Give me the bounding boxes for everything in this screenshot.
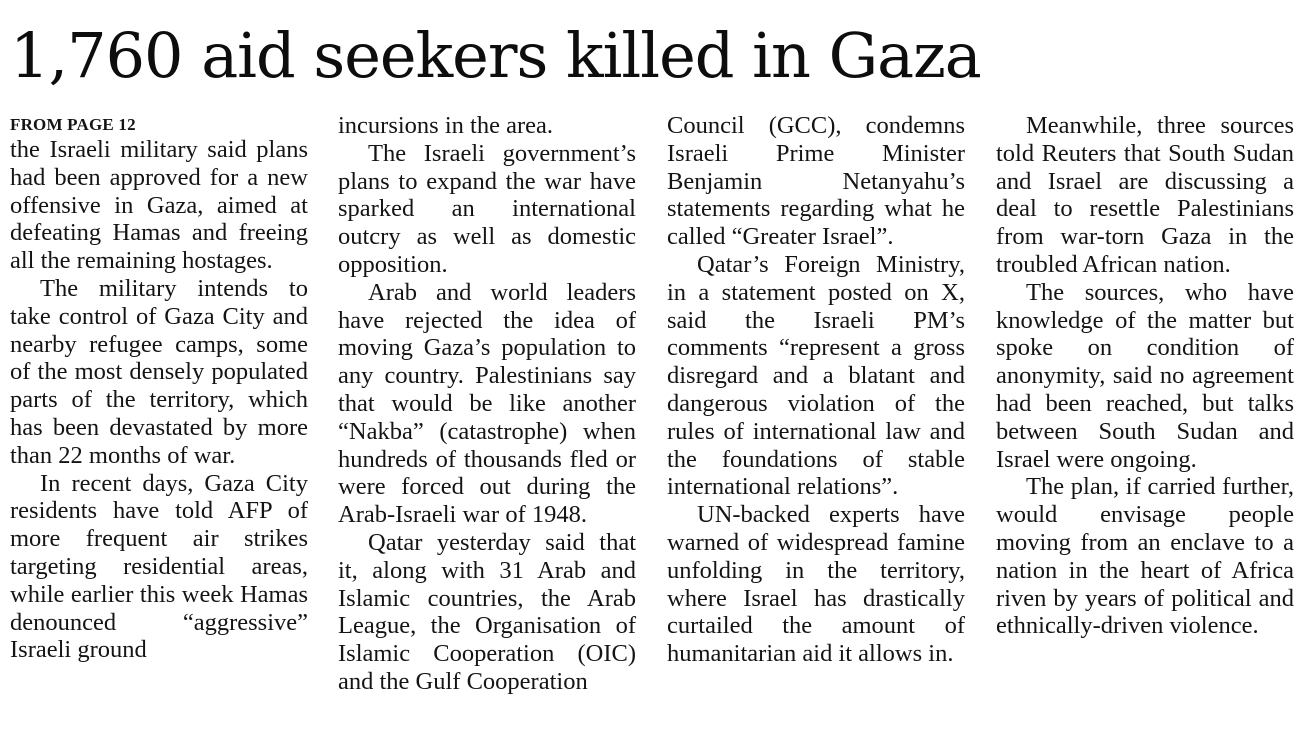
paragraph: The military intends to take control of Gaza City and nearby refugee camps, some of the most densely populated parts of the territory, which has been devastated by more than 22 months of war. <box>10 274 308 469</box>
paragraph: Qatar yesterday said that it, along with 31 Arab and Islamic countries, the Arab League, the Organisation of Islamic Cooperation (OIC) and the Gulf Cooperation <box>338 528 636 695</box>
paragraph: incursions in the area. <box>338 112 553 139</box>
paragraph: Qatar’s Foreign Ministry, in a statement posted on X, said the Israeli PM’s comments “represent a gross disregard and a blatant and dangerous violation of the rules of international law and the foundations of stable international relations”. <box>667 250 965 501</box>
article-body <box>10 112 1296 732</box>
paragraph: The plan, if carried further, would envisage people moving from an enclave to a nation in the heart of Africa riven by years of political and ethnically-driven violence. <box>996 473 1294 640</box>
headline: 1,760 aid seekers killed in Gaza <box>10 19 981 92</box>
paragraph: In recent days, Gaza City residents have told AFP of more frequent air strikes targeting residential areas, while earlier this week Hamas denounced “aggressive” Israeli ground <box>10 469 308 664</box>
paragraph: Meanwhile, three sources told Reuters that South Sudan and Israel are discussing a deal to resettle Palestinians from war-torn Gaza in the troubled African nation. <box>996 112 1294 278</box>
jump-line: FROM PAGE 12 <box>10 115 136 134</box>
paragraph: Council (GCC), condemns Israeli Prime Minister Benjamin Netanyahu’s statements regarding what he called “Greater Israel”. <box>667 112 965 251</box>
paragraph: The sources, who have knowledge of the matter but spoke on condition of anonymity, said no agreement had been reached, but talks between South Sudan and Israel were ongoing. <box>996 278 1294 473</box>
article-column-2 <box>338 112 636 696</box>
paragraph: Arab and world leaders have rejected the idea of moving Gaza’s population to any country. Palestinians say that would be like another “Nakba” (catastrophe) when hundreds of thousands fled or were forced out during the Arab-Israeli war of 1948. <box>338 278 636 529</box>
paragraph: UN-backed experts have warned of widespread famine unfolding in the territory, where Israel has drastically curtailed the amount of humanitarian aid it allows in. <box>667 501 965 668</box>
article-column-4 <box>996 112 1294 640</box>
article-column-1 <box>10 112 308 664</box>
article-column-3 <box>667 112 965 668</box>
paragraph: The Israeli government’s plans to expand the war have sparked an international outcry as well as domestic opposition. <box>338 139 636 278</box>
paragraph: the Israeli military said plans had been approved for a new offensive in Gaza, aimed at defeating Hamas and freeing all the remaining hostages. <box>10 136 308 275</box>
